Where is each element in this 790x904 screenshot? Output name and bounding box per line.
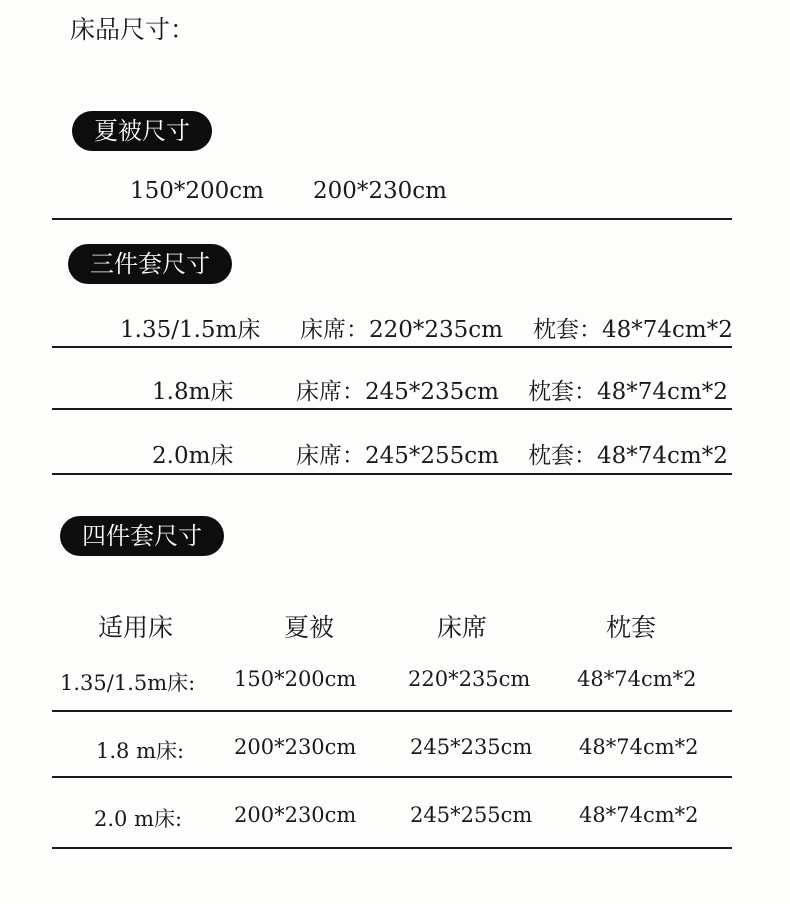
three-piece-bed: 1.35/1.5m床 [120, 317, 261, 343]
three-piece-pillow: 枕套：48*74cm*2 [528, 443, 728, 469]
divider [52, 776, 732, 778]
four-piece-bed: 2.0 m床: [94, 807, 183, 831]
four-piece-sheet: 220*235cm [408, 667, 531, 691]
four-piece-sheet: 245*255cm [410, 803, 533, 827]
quilt-size-1: 150*200cm [130, 178, 264, 204]
three-piece-pillow: 枕套：48*74cm*2 [533, 317, 733, 343]
four-piece-bed: 1.8 m床: [96, 739, 185, 763]
page-title: 床品尺寸： [70, 15, 196, 44]
four-piece-header-sheet: 床席 [437, 613, 488, 642]
four-piece-sheet: 245*235cm [410, 735, 533, 759]
four-piece-header-bed: 适用床 [98, 613, 174, 642]
four-piece-pillow: 48*74cm*2 [579, 803, 699, 827]
four-piece-header-pillow: 枕套 [606, 613, 657, 642]
divider [52, 847, 732, 849]
divider [52, 346, 732, 348]
divider [52, 218, 732, 220]
three-piece-sheet: 床席：245*255cm [296, 443, 499, 469]
four-piece-pillow: 48*74cm*2 [579, 735, 699, 759]
three-piece-pillow: 枕套：48*74cm*2 [528, 379, 728, 405]
three-piece-sheet: 床席：220*235cm [300, 317, 503, 343]
four-piece-quilt: 150*200cm [234, 667, 357, 691]
four-piece-quilt: 200*230cm [234, 735, 357, 759]
three-piece-bed: 1.8m床 [152, 379, 234, 405]
four-piece-pillow: 48*74cm*2 [577, 667, 697, 691]
three-piece-bed: 2.0m床 [152, 443, 234, 469]
divider [52, 710, 732, 712]
section-label-quilt: 夏被尺寸 [72, 111, 212, 151]
four-piece-bed: 1.35/1.5m床: [60, 671, 196, 695]
quilt-size-2: 200*230cm [313, 178, 447, 204]
divider [52, 473, 732, 475]
section-label-four-piece: 四件套尺寸 [60, 516, 224, 556]
four-piece-quilt: 200*230cm [234, 803, 357, 827]
section-label-three-piece: 三件套尺寸 [68, 244, 232, 284]
three-piece-sheet: 床席：245*235cm [296, 379, 499, 405]
four-piece-header-quilt: 夏被 [284, 613, 335, 642]
divider [52, 408, 732, 410]
